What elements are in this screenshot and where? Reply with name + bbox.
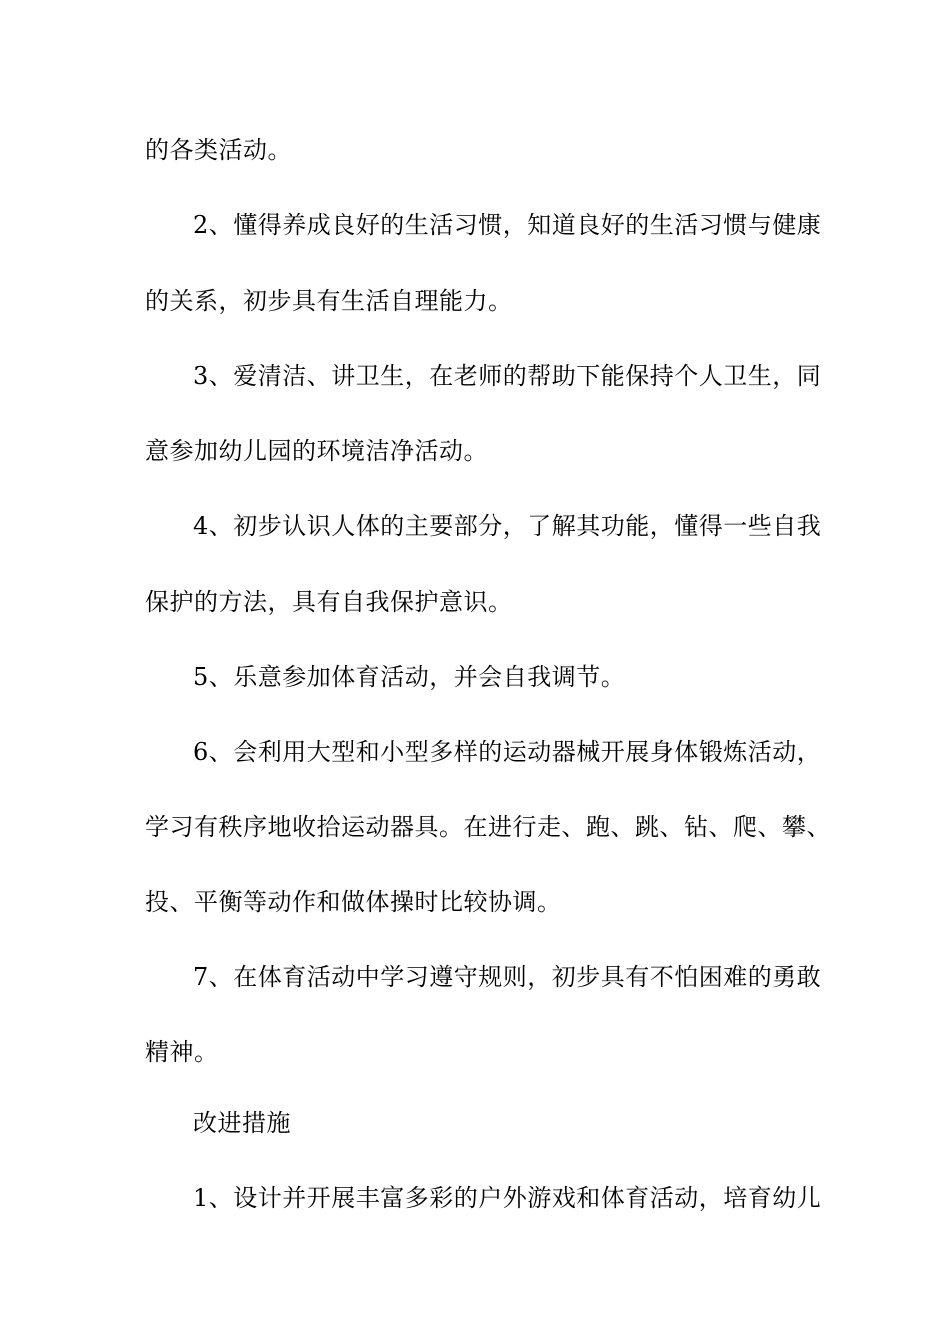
text-line: 7、在体育活动中学习遵守规则，初步具有不怕困难的勇敢 — [193, 963, 822, 991]
text-line: 投、平衡等动作和做体操时比较协调。 — [145, 888, 562, 916]
text-line: 的关系，初步具有生活自理能力。 — [145, 287, 513, 315]
text-line: 3、爱清洁、讲卫生，在老师的帮助下能保持个人卫生，同 — [193, 362, 822, 390]
text-line: 1、设计并开展丰富多彩的户外游戏和体育活动，培育幼儿 — [193, 1184, 822, 1212]
text-line: 的各类活动。 — [145, 136, 292, 164]
text-line: 保护的方法，具有自我保护意识。 — [145, 588, 513, 616]
text-line: 4、初步认识人体的主要部分，了解其功能，懂得一些自我 — [193, 512, 822, 540]
text-line: 6、会利用大型和小型多样的运动器械开展身体锻炼活动， — [193, 738, 822, 766]
text-line: 意参加幼儿园的环境洁净活动。 — [145, 437, 488, 465]
text-line: 学习有秩序地收拾运动器具。在进行走、跑、跳、钻、爬、攀、 — [145, 813, 831, 841]
section-heading: 改进措施 — [193, 1109, 291, 1137]
text-line: 5、乐意参加体育活动，并会自我调节。 — [193, 663, 626, 691]
text-line: 2、懂得养成良好的生活习惯，知道良好的生活习惯与健康 — [193, 211, 822, 239]
text-line: 精神。 — [145, 1038, 219, 1066]
